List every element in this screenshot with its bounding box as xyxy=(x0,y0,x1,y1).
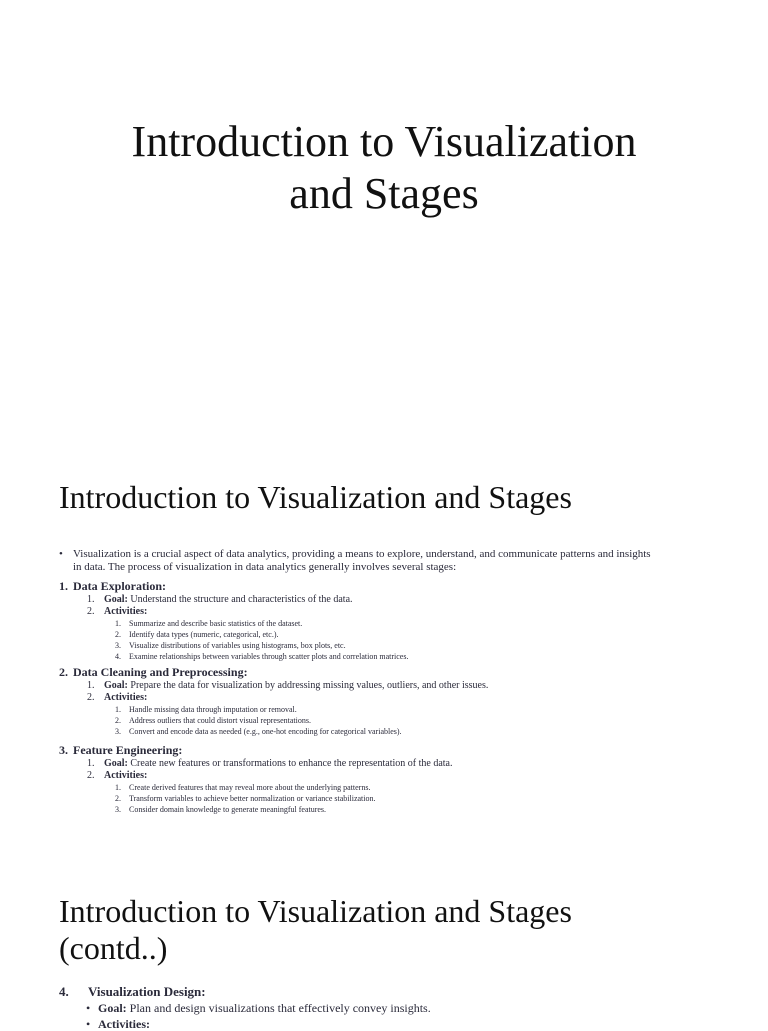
item-number: 2. xyxy=(87,692,95,703)
activities-label: Activities: xyxy=(104,770,148,781)
activity-number: 2. xyxy=(115,630,121,639)
intro-line-1: Visualization is a crucial aspect of data analytics, providing a means to explore, understand, and communicate patterns and insights xyxy=(73,548,651,560)
activity-number: 4. xyxy=(115,652,121,661)
activities-label: Activities: xyxy=(104,692,148,703)
stage-3 xyxy=(59,743,719,815)
stages-contd-slide xyxy=(0,860,768,1031)
activity-text: Summarize and describe basic statistics of the dataset. xyxy=(129,619,303,628)
goal-text: Understand the structure and characteristics of the data. xyxy=(130,594,353,605)
goal-item xyxy=(59,594,719,606)
goal-text: Prepare the data for visualization by addressing missing values, outliers, and other issues. xyxy=(130,680,489,691)
stage-1 xyxy=(59,579,719,662)
activities-label: Activities: xyxy=(98,1017,150,1031)
heading-line-2: (contd..) xyxy=(59,930,168,966)
activity-number: 3. xyxy=(115,727,121,736)
activity-number: 2. xyxy=(115,794,121,803)
activity-number: 3. xyxy=(115,641,121,650)
activities-bullet: • xyxy=(86,1017,91,1031)
activity-text: Visualize distributions of variables using histograms, box plots, etc. xyxy=(129,641,346,650)
activity-number: 1. xyxy=(115,783,121,792)
stage-title-text: Visualization Design: xyxy=(88,984,206,999)
activity-item xyxy=(59,793,719,804)
activity-item xyxy=(59,704,719,715)
activity-number: 3. xyxy=(115,805,121,814)
stage-number: 3. xyxy=(59,743,68,757)
activity-text: Handle missing data through imputation or removal. xyxy=(129,705,297,714)
activity-text: Consider domain knowledge to generate meaningful features. xyxy=(129,805,327,814)
activity-text: Transform variables to achieve better normalization or variance stabilization. xyxy=(129,794,376,803)
goal-item xyxy=(59,758,719,770)
activities-item xyxy=(59,770,719,782)
activity-item xyxy=(59,629,719,640)
activity-item xyxy=(59,651,719,662)
activity-item xyxy=(59,726,719,737)
item-number: 2. xyxy=(87,770,95,781)
goal-bullet: • xyxy=(86,1001,91,1015)
activity-item xyxy=(59,804,719,815)
title-slide-heading xyxy=(0,116,768,220)
stage-number: 4. xyxy=(59,984,69,999)
item-number: 2. xyxy=(87,606,95,617)
activity-item xyxy=(59,618,719,629)
activity-item xyxy=(59,715,719,726)
stages-content xyxy=(59,548,719,815)
goal-text: Create new features or transformations to enhance the representation of the data. xyxy=(130,758,453,769)
activity-number: 1. xyxy=(115,619,121,628)
goal-label: Goal: xyxy=(104,594,128,605)
stage-title-text: Data Exploration: xyxy=(73,579,166,593)
activity-number: 2. xyxy=(115,716,121,725)
activity-text: Identify data types (numeric, categorical, etc.). xyxy=(129,630,279,639)
goal-label: Goal: xyxy=(104,680,128,691)
title-line-2: and Stages xyxy=(289,169,479,218)
activity-item xyxy=(59,782,719,793)
item-number: 1. xyxy=(87,680,95,691)
stage-title xyxy=(59,743,719,758)
activities-item xyxy=(59,606,719,618)
activity-text: Convert and encode data as needed (e.g., one-hot encoding for categorical variables). xyxy=(129,727,402,736)
activity-number: 1. xyxy=(115,705,121,714)
stage-title xyxy=(59,579,719,594)
stages-contd-heading xyxy=(59,893,572,967)
stage-title-text: Data Cleaning and Preprocessing: xyxy=(73,665,248,679)
item-number: 1. xyxy=(87,758,95,769)
stage-number: 2. xyxy=(59,665,68,679)
stages-slide-heading: Introduction to Visualization and Stages xyxy=(59,479,572,515)
stage-title-text: Feature Engineering: xyxy=(73,743,183,757)
activity-text: Address outliers that could distort visual representations. xyxy=(129,716,311,725)
goal-label: Goal: xyxy=(98,1001,127,1015)
activity-text: Create derived features that may reveal more about the underlying patterns. xyxy=(129,783,371,792)
activities-item xyxy=(86,1017,150,1031)
intro-bullet: • xyxy=(59,548,63,560)
goal-label: Goal: xyxy=(104,758,128,769)
activity-item xyxy=(59,640,719,651)
stage-2 xyxy=(59,665,719,737)
goal-text: Plan and design visualizations that effectively convey insights. xyxy=(129,1001,431,1015)
stage-title xyxy=(59,665,719,680)
goal-item xyxy=(86,1001,431,1015)
intro-paragraph xyxy=(59,548,719,574)
stage-number: 1. xyxy=(59,579,68,593)
heading-line-1: Introduction to Visualization and Stages xyxy=(59,893,572,929)
title-slide xyxy=(0,0,768,440)
stage-4-title xyxy=(59,984,206,999)
intro-line-2: in data. The process of visualization in data analytics generally involves several stages: xyxy=(73,561,457,573)
activities-item xyxy=(59,692,719,704)
activities-label: Activities: xyxy=(104,606,148,617)
activity-text: Examine relationships between variables through scatter plots and correlation matrices. xyxy=(129,652,409,661)
goal-item xyxy=(59,680,719,692)
title-line-1: Introduction to Visualization xyxy=(131,117,637,166)
stages-slide xyxy=(0,440,768,860)
item-number: 1. xyxy=(87,594,95,605)
